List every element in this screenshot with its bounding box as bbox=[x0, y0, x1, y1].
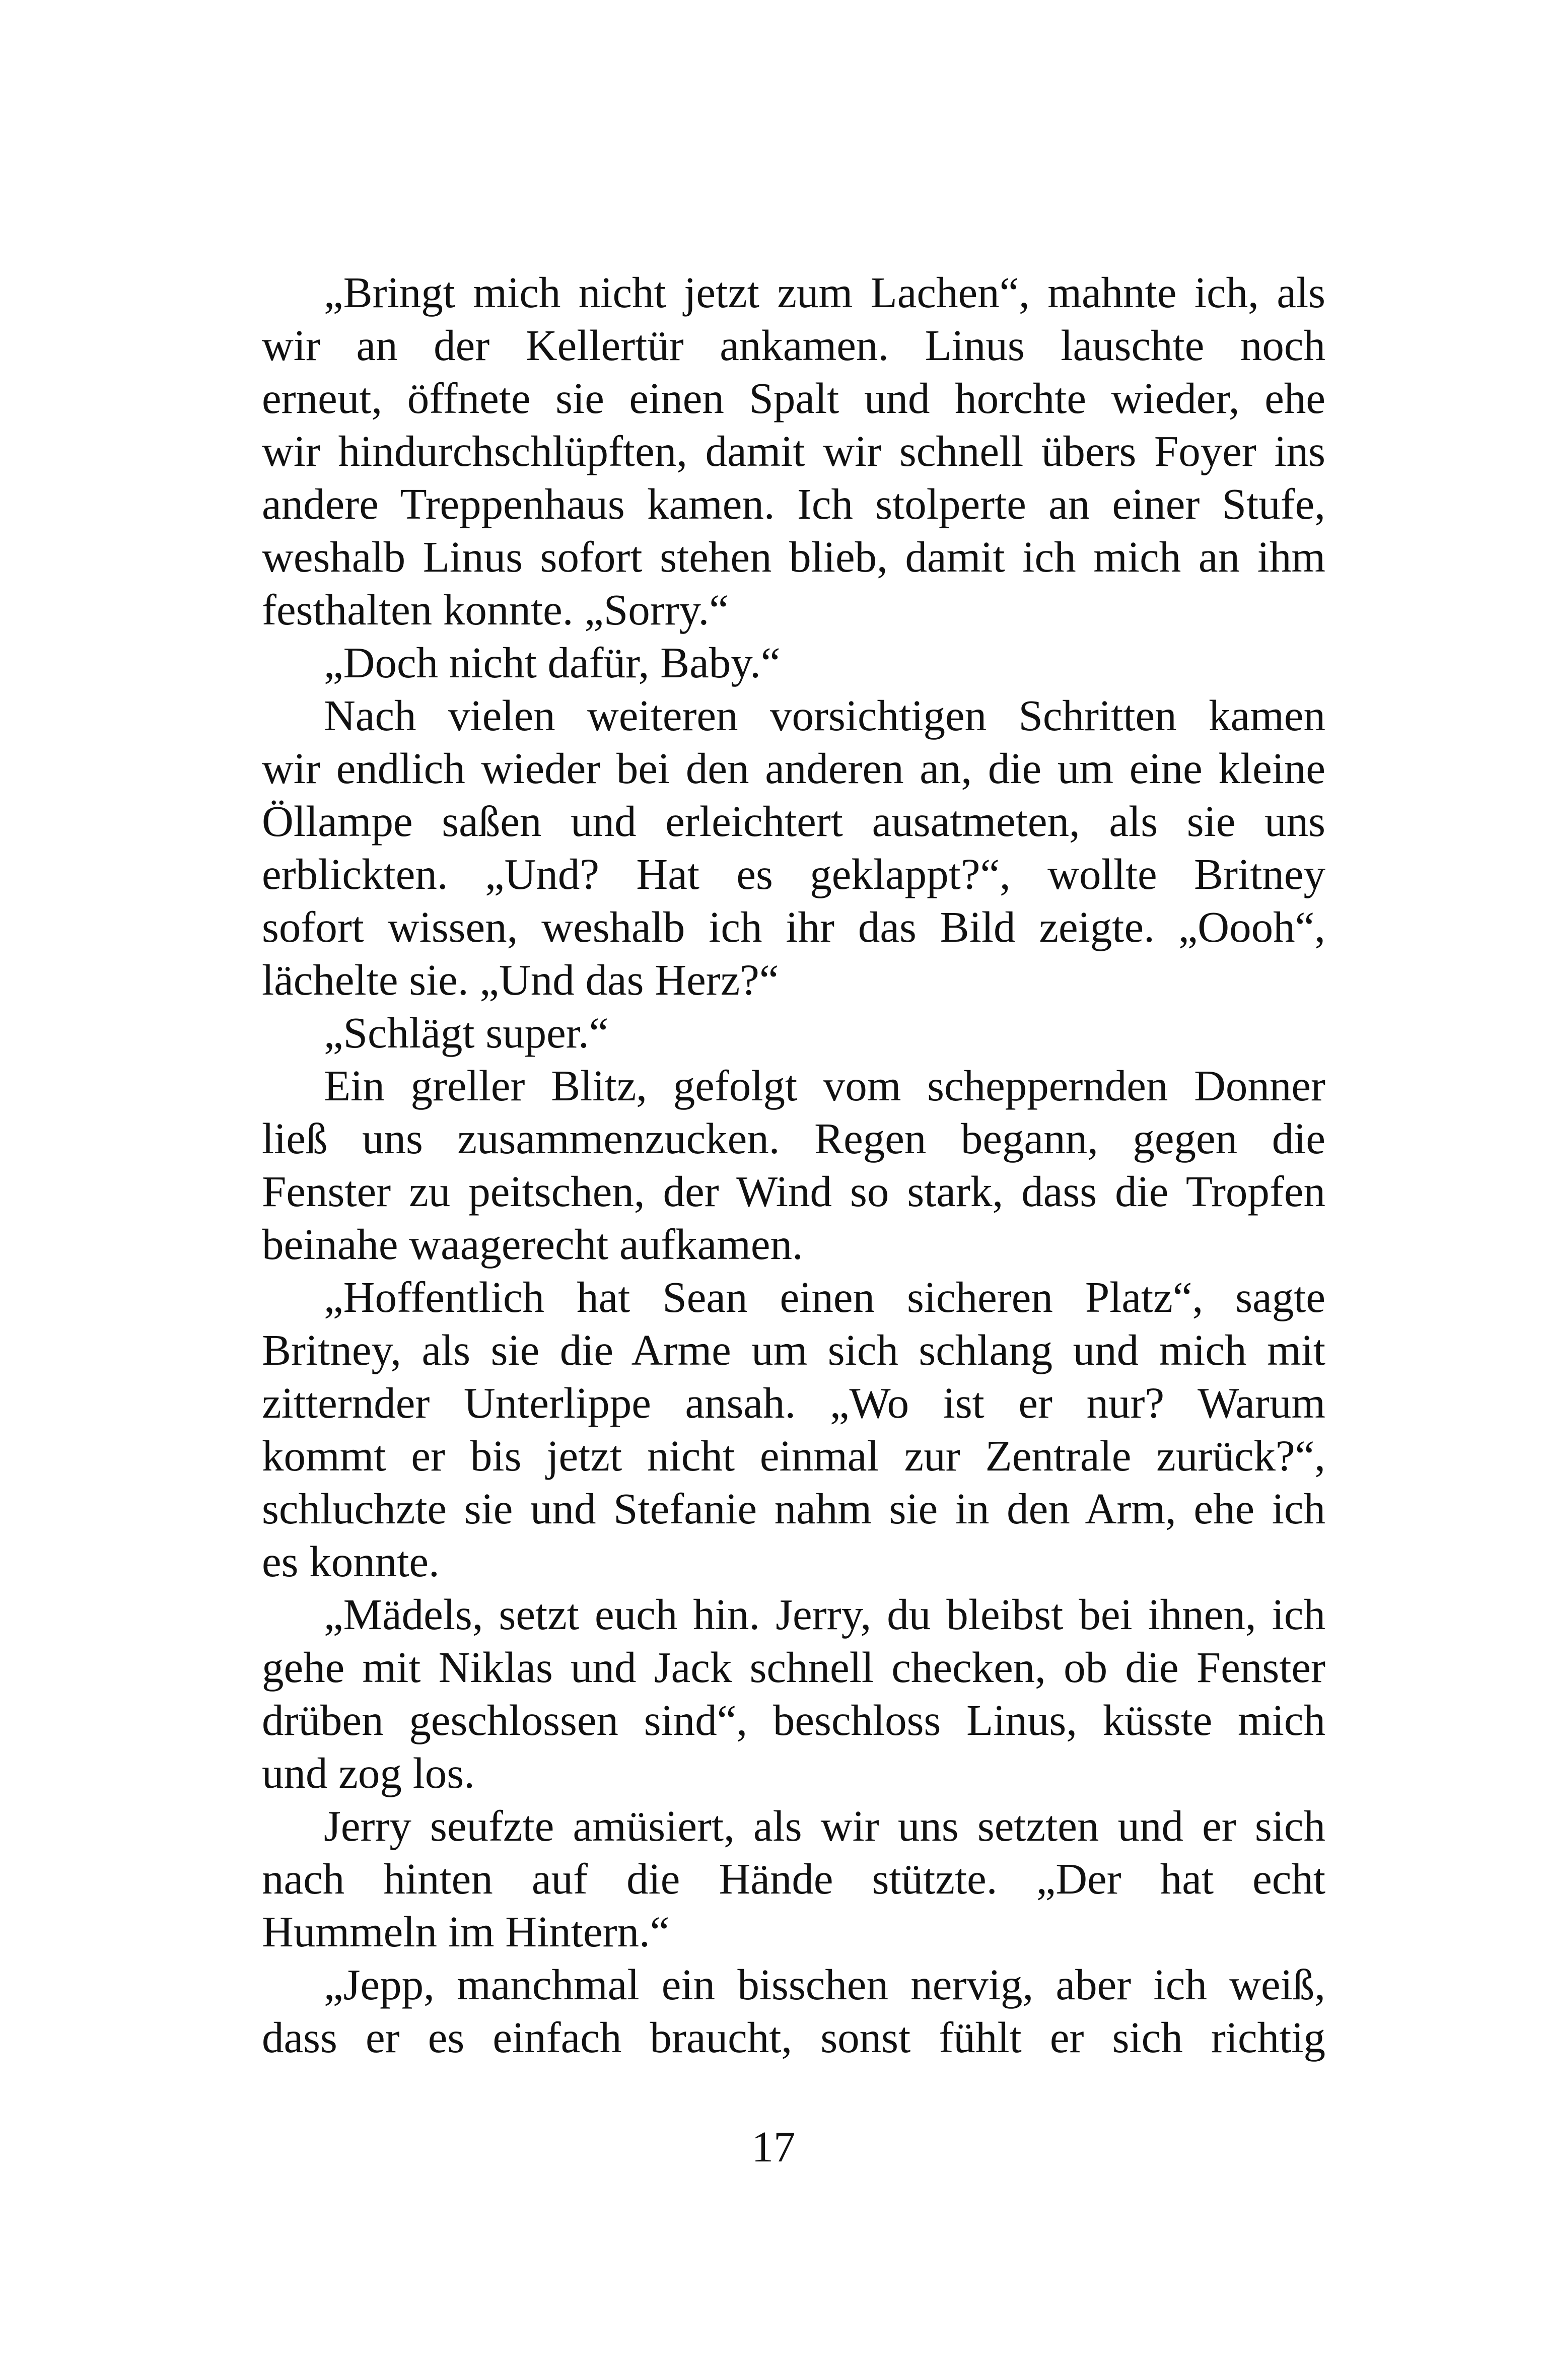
text-line: Hummeln im Hintern.“ bbox=[262, 1907, 670, 1956]
text-line: zitternder Unterlippe ansah. „Wo ist er nur? Warum bbox=[262, 1378, 1325, 1427]
text-line: wir an der Kellertür ankamen. Linus lauschte noch bbox=[262, 321, 1325, 370]
text-line: nach hinten auf die Hände stützte. „Der hat echt bbox=[262, 1854, 1325, 1903]
text-line: schluchzte sie und Stefanie nahm sie in den Arm, ehe ich bbox=[262, 1484, 1325, 1533]
text-line: beinahe waagerecht aufkamen. bbox=[262, 1220, 803, 1269]
text-line: wir hindurchschlüpften, damit wir schnell übers Foyer ins bbox=[262, 427, 1325, 475]
text-line: „Schlägt super.“ bbox=[324, 1008, 609, 1057]
text-line: gehe mit Niklas und Jack schnell checken, ob die Fenster bbox=[262, 1643, 1325, 1692]
text-line: Fenster zu peitschen, der Wind so stark, dass die Tropfen bbox=[262, 1167, 1325, 1216]
body-text bbox=[262, 266, 1325, 2064]
text-line: dass er es einfach braucht, sonst fühlt er sich richtig bbox=[262, 2013, 1325, 2062]
text-line: festhalten konnte. „Sorry.“ bbox=[262, 585, 729, 634]
text-line: ließ uns zusammenzucken. Regen begann, gegen die bbox=[262, 1114, 1325, 1163]
text-line: Jerry seufzte amüsiert, als wir uns setzten und er sich bbox=[324, 1801, 1325, 1850]
text-line: „Doch nicht dafür, Baby.“ bbox=[324, 638, 781, 687]
text-line: Nach vielen weiteren vorsichtigen Schritten kamen bbox=[324, 691, 1325, 740]
page-number: 17 bbox=[751, 2122, 796, 2171]
text-line: kommt er bis jetzt nicht einmal zur Zentrale zurück?“, bbox=[262, 1431, 1325, 1480]
text-line: „Hoffentlich hat Sean einen sicheren Platz“, sagte bbox=[324, 1273, 1325, 1321]
text-line: Ein greller Blitz, gefolgt vom scheppernden Donner bbox=[324, 1061, 1325, 1110]
text-line: andere Treppenhaus kamen. Ich stolperte an einer Stufe, bbox=[262, 479, 1325, 528]
text-line: weshalb Linus sofort stehen blieb, damit ich mich an ihm bbox=[262, 532, 1325, 581]
text-line: erneut, öffnete sie einen Spalt und horchte wieder, ehe bbox=[262, 374, 1325, 423]
text-line: „Jepp, manchmal ein bisschen nervig, aber ich weiß, bbox=[324, 1960, 1325, 2009]
text-line: sofort wissen, weshalb ich ihr das Bild zeigte. „Oooh“, bbox=[262, 902, 1325, 951]
text-line: und zog los. bbox=[262, 1748, 475, 1797]
text-line: Öllampe saßen und erleichtert ausatmeten, als sie uns bbox=[262, 797, 1325, 846]
text-line: wir endlich wieder bei den anderen an, die um eine kleine bbox=[262, 744, 1325, 793]
text-line: erblickten. „Und? Hat es geklappt?“, wollte Britney bbox=[262, 850, 1325, 898]
text-line: lächelte sie. „Und das Herz?“ bbox=[262, 955, 779, 1004]
text-line: drüben geschlossen sind“, beschloss Linus, küsste mich bbox=[262, 1696, 1325, 1744]
text-line: „Mädels, setzt euch hin. Jerry, du bleibst bei ihnen, ich bbox=[324, 1590, 1325, 1639]
text-line: Britney, als sie die Arme um sich schlang und mich mit bbox=[262, 1325, 1325, 1374]
text-line: „Bringt mich nicht jetzt zum Lachen“, mahnte ich, als bbox=[324, 268, 1325, 317]
text-line: es konnte. bbox=[262, 1537, 440, 1586]
